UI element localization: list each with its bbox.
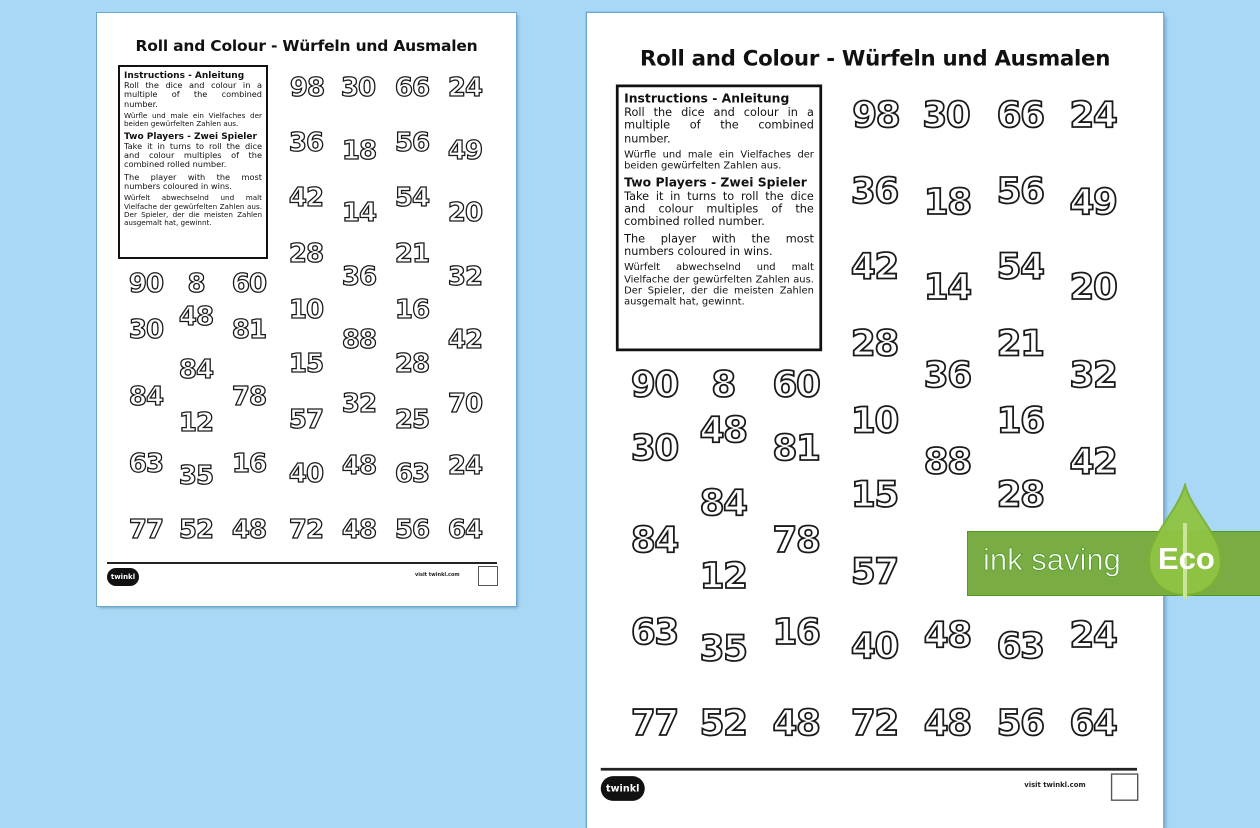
number-cell: 90	[128, 269, 164, 299]
number-cell: 20	[1069, 267, 1117, 309]
number-cell: 24	[1069, 615, 1117, 657]
number-cell: 30	[340, 73, 376, 103]
number-cell: 48	[231, 515, 267, 545]
worksheet-title: Roll and Colour - Würfeln und Ausmalen	[135, 37, 478, 55]
number-cell: 32	[341, 389, 377, 419]
number-cell: 90	[630, 365, 678, 407]
number-cell: 56	[394, 128, 430, 158]
worksheet-page-enlarged	[587, 13, 1163, 828]
number-cell: 15	[850, 475, 898, 517]
ink-saving-label: ink saving	[983, 542, 1121, 577]
number-cell: 52	[178, 515, 214, 545]
number-cell: 28	[850, 323, 898, 365]
worksheet-page-preview	[97, 13, 516, 606]
number-cell: 63	[630, 612, 678, 654]
number-cell: 48	[699, 410, 747, 452]
number-cell: 36	[341, 262, 377, 292]
number-cell: 48	[341, 515, 377, 545]
number-cell: 48	[772, 703, 820, 745]
instructions-en: Roll the dice and colour in a multiple of the combined number.	[624, 105, 814, 145]
number-cell: 81	[772, 428, 820, 470]
number-cell: 10	[850, 400, 898, 442]
number-cell: 28	[394, 349, 430, 379]
number-cell: 35	[178, 461, 214, 491]
twinkl-logo: twinkl	[601, 776, 645, 801]
number-cell: 56	[996, 703, 1044, 745]
two-players-heading: Two Players - Zwei Spieler	[624, 176, 807, 190]
number-cell: 72	[850, 703, 898, 745]
number-cell: 30	[128, 315, 164, 345]
number-cell: 54	[996, 246, 1044, 288]
number-cell: 78	[231, 382, 267, 412]
number-cell: 88	[923, 442, 971, 484]
number-cell: 66	[996, 95, 1044, 137]
number-cell: 14	[341, 198, 377, 228]
number-cell: 64	[447, 515, 483, 545]
number-cell: 70	[447, 389, 483, 419]
number-cell: 56	[394, 515, 430, 545]
two-players-en: Take it in turns to roll the dice and colour multiples of the combined rolled number.	[124, 140, 262, 170]
number-cell: 60	[772, 365, 820, 407]
number-cell: 77	[630, 703, 678, 745]
number-cell: 81	[231, 315, 267, 345]
number-cell: 36	[923, 355, 971, 397]
number-cell: 42	[447, 325, 483, 355]
number-cell: 24	[447, 73, 483, 103]
number-cell: 98	[289, 73, 325, 103]
instructions-de: Würfle und male ein Vielfaches der beiden gewürfelten Zahlen aus.	[124, 110, 262, 129]
number-cell: 36	[850, 171, 898, 213]
number-cell: 35	[699, 629, 747, 671]
number-cell: 42	[1069, 442, 1117, 484]
number-cell: 63	[394, 459, 430, 489]
instructions-de: Würfle und male ein Vielfaches der beiden gewürfelten Zahlen aus.	[624, 147, 814, 172]
number-cell: 32	[447, 262, 483, 292]
two-players-win: The player with the most numbers coloured in wins.	[624, 231, 814, 258]
number-cell: 12	[699, 556, 747, 598]
number-cell: 60	[231, 269, 267, 299]
footer-divider	[107, 562, 497, 564]
number-cell: 48	[341, 451, 377, 481]
number-cell: 57	[288, 405, 324, 435]
instructions-box	[118, 65, 268, 259]
number-cell: 18	[923, 182, 971, 224]
number-cell: 88	[341, 325, 377, 355]
instructions-heading: Instructions - Anleitung	[124, 71, 245, 81]
number-cell: 12	[178, 408, 214, 438]
number-cell: 21	[394, 239, 430, 269]
number-cell: 18	[341, 136, 377, 166]
number-cell: 20	[447, 198, 483, 228]
number-cell: 30	[922, 95, 970, 137]
number-cell: 84	[178, 355, 214, 385]
number-cell: 24	[447, 451, 483, 481]
number-cell: 25	[394, 405, 430, 435]
number-cell: 8	[711, 365, 735, 407]
number-cell: 42	[288, 183, 324, 213]
number-cell: 24	[1069, 95, 1117, 137]
number-cell: 16	[231, 449, 267, 479]
number-cell: 84	[699, 483, 747, 525]
number-cell: 72	[288, 515, 324, 545]
number-cell: 84	[128, 382, 164, 412]
number-cell: 30	[630, 428, 678, 470]
two-players-win: The player with the most numbers coloured in wins.	[124, 171, 262, 191]
number-cell: 10	[288, 295, 324, 325]
number-cell: 16	[996, 400, 1044, 442]
number-cell: 63	[128, 449, 164, 479]
number-cell: 78	[772, 520, 820, 562]
two-players-en: Take it in turns to roll the dice and colour multiples of the combined rolled number.	[624, 188, 814, 228]
number-cell: 98	[852, 95, 900, 137]
number-cell: 48	[923, 615, 971, 657]
two-players-de: Würfelt abwechselnd und malt Vielfache der gewürfelten Zahlen aus. Der Spieler, der die meisten Zahlen ausgemalt hat, gewinnt.	[624, 260, 814, 308]
checked-badge-icon	[478, 566, 498, 586]
number-cell: 63	[996, 626, 1044, 668]
number-cell: 49	[447, 136, 483, 166]
number-cell: 48	[178, 302, 214, 332]
number-cell: 32	[1069, 355, 1117, 397]
instructions-box	[616, 85, 822, 352]
number-cell: 56	[996, 171, 1044, 213]
number-cell: 54	[394, 183, 430, 213]
twinkl-logo: twinkl	[107, 568, 139, 586]
eco-label: Eco	[1158, 541, 1215, 576]
number-cell: 84	[630, 520, 678, 562]
number-cell: 36	[288, 128, 324, 158]
number-cell: 49	[1069, 182, 1117, 224]
checked-badge-icon	[1111, 773, 1139, 801]
number-cell: 77	[128, 515, 164, 545]
number-cell: 66	[394, 73, 430, 103]
footer-link: visit twinkl.com	[415, 572, 460, 578]
number-cell: 28	[996, 475, 1044, 517]
number-cell: 40	[288, 459, 324, 489]
instructions-heading: Instructions - Anleitung	[624, 92, 790, 107]
number-cell: 16	[772, 612, 820, 654]
number-cell: 52	[699, 703, 747, 745]
number-cell: 64	[1069, 703, 1117, 745]
number-cell: 40	[850, 626, 898, 668]
number-cell: 57	[850, 552, 898, 594]
footer-divider	[601, 768, 1137, 770]
number-cell: 21	[996, 323, 1044, 365]
worksheet-title: Roll and Colour - Würfeln und Ausmalen	[639, 46, 1111, 71]
number-cell: 48	[923, 703, 971, 745]
number-cell: 28	[288, 239, 324, 269]
two-players-de: Würfelt abwechselnd und malt Vielfache der gewürfelten Zahlen aus. Der Spieler, der die meisten Zahlen ausgemalt hat, gewinnt.	[124, 193, 262, 228]
instructions-en: Roll the dice and colour in a multiple of the combined number.	[124, 80, 262, 109]
two-players-heading: Two Players - Zwei Spieler	[124, 131, 257, 142]
number-cell: 8	[187, 269, 205, 299]
number-cell: 16	[394, 295, 430, 325]
number-cell: 42	[850, 246, 898, 288]
number-cell: 14	[923, 267, 971, 309]
footer-link: visit twinkl.com	[1024, 781, 1086, 790]
number-cell: 15	[288, 349, 324, 379]
